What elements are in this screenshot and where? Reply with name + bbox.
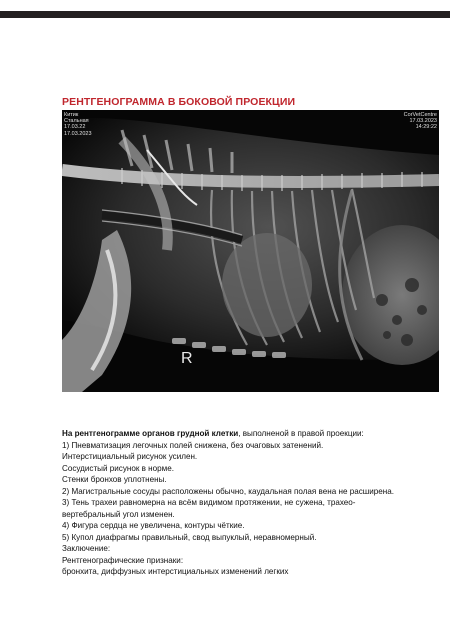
report-conclusion-heading: Заключение: — [62, 544, 111, 553]
report-line: Стенки бронхов уплотнены. — [62, 475, 167, 484]
radiograph-image — [62, 110, 439, 392]
report-line: 5) Купол диафрагмы правильный, свод выпуклый, неравномерный. — [62, 532, 317, 542]
report-line: 4) Фигура сердца не увеличена, контуры чёткие. — [62, 521, 245, 530]
report-line: 2) Магистральные сосуды расположены обычно, каудальная полая вена не расширена. — [62, 486, 394, 496]
report-line: вертебральный угол изменен. — [62, 509, 175, 519]
report-text — [62, 428, 442, 578]
radiograph-illustration — [62, 110, 439, 392]
report-intro-rest: , выполненой в правой проекции: — [238, 429, 364, 438]
side-marker: R — [181, 350, 193, 367]
overlay-date: 17.03.2023 — [409, 118, 437, 125]
radiograph-patient-info — [64, 112, 92, 137]
radiograph-clinic-info — [404, 112, 437, 131]
overlay-patient-name: Китик — [64, 112, 79, 118]
page-title: РЕНТГЕНОГРАММА В БОКОВОЙ ПРОЕКЦИИ — [62, 96, 296, 108]
report-intro-bold: На рентгенограмме органов грудной клетки — [62, 429, 239, 438]
overlay-owner: Стальная — [64, 118, 89, 125]
overlay-date: 17.03.2023 — [64, 130, 92, 137]
report-line: Сосудистый рисунок в норме. — [62, 463, 174, 473]
overlay-time: 14:29:22 — [415, 124, 437, 131]
report-line: 1) Пневматизация легочных полей снижена, без очаговых затенений. — [62, 440, 324, 450]
report-line: Интерстициальный рисунок усилен. — [62, 452, 198, 461]
report-line: Рентгенографические признаки: — [62, 555, 184, 565]
overlay-id: 17.03.22 — [64, 124, 86, 131]
report-intro — [62, 428, 442, 440]
overlay-clinic: CorVetCentre — [403, 112, 437, 118]
report-line: 3) Тень трахеи равномерна на всём видимом протяжении, не сужена, трахео- — [62, 498, 356, 507]
report-line: бронхита, диффузных интерстициальных изменений легких — [62, 567, 289, 576]
top-bar — [0, 11, 450, 18]
